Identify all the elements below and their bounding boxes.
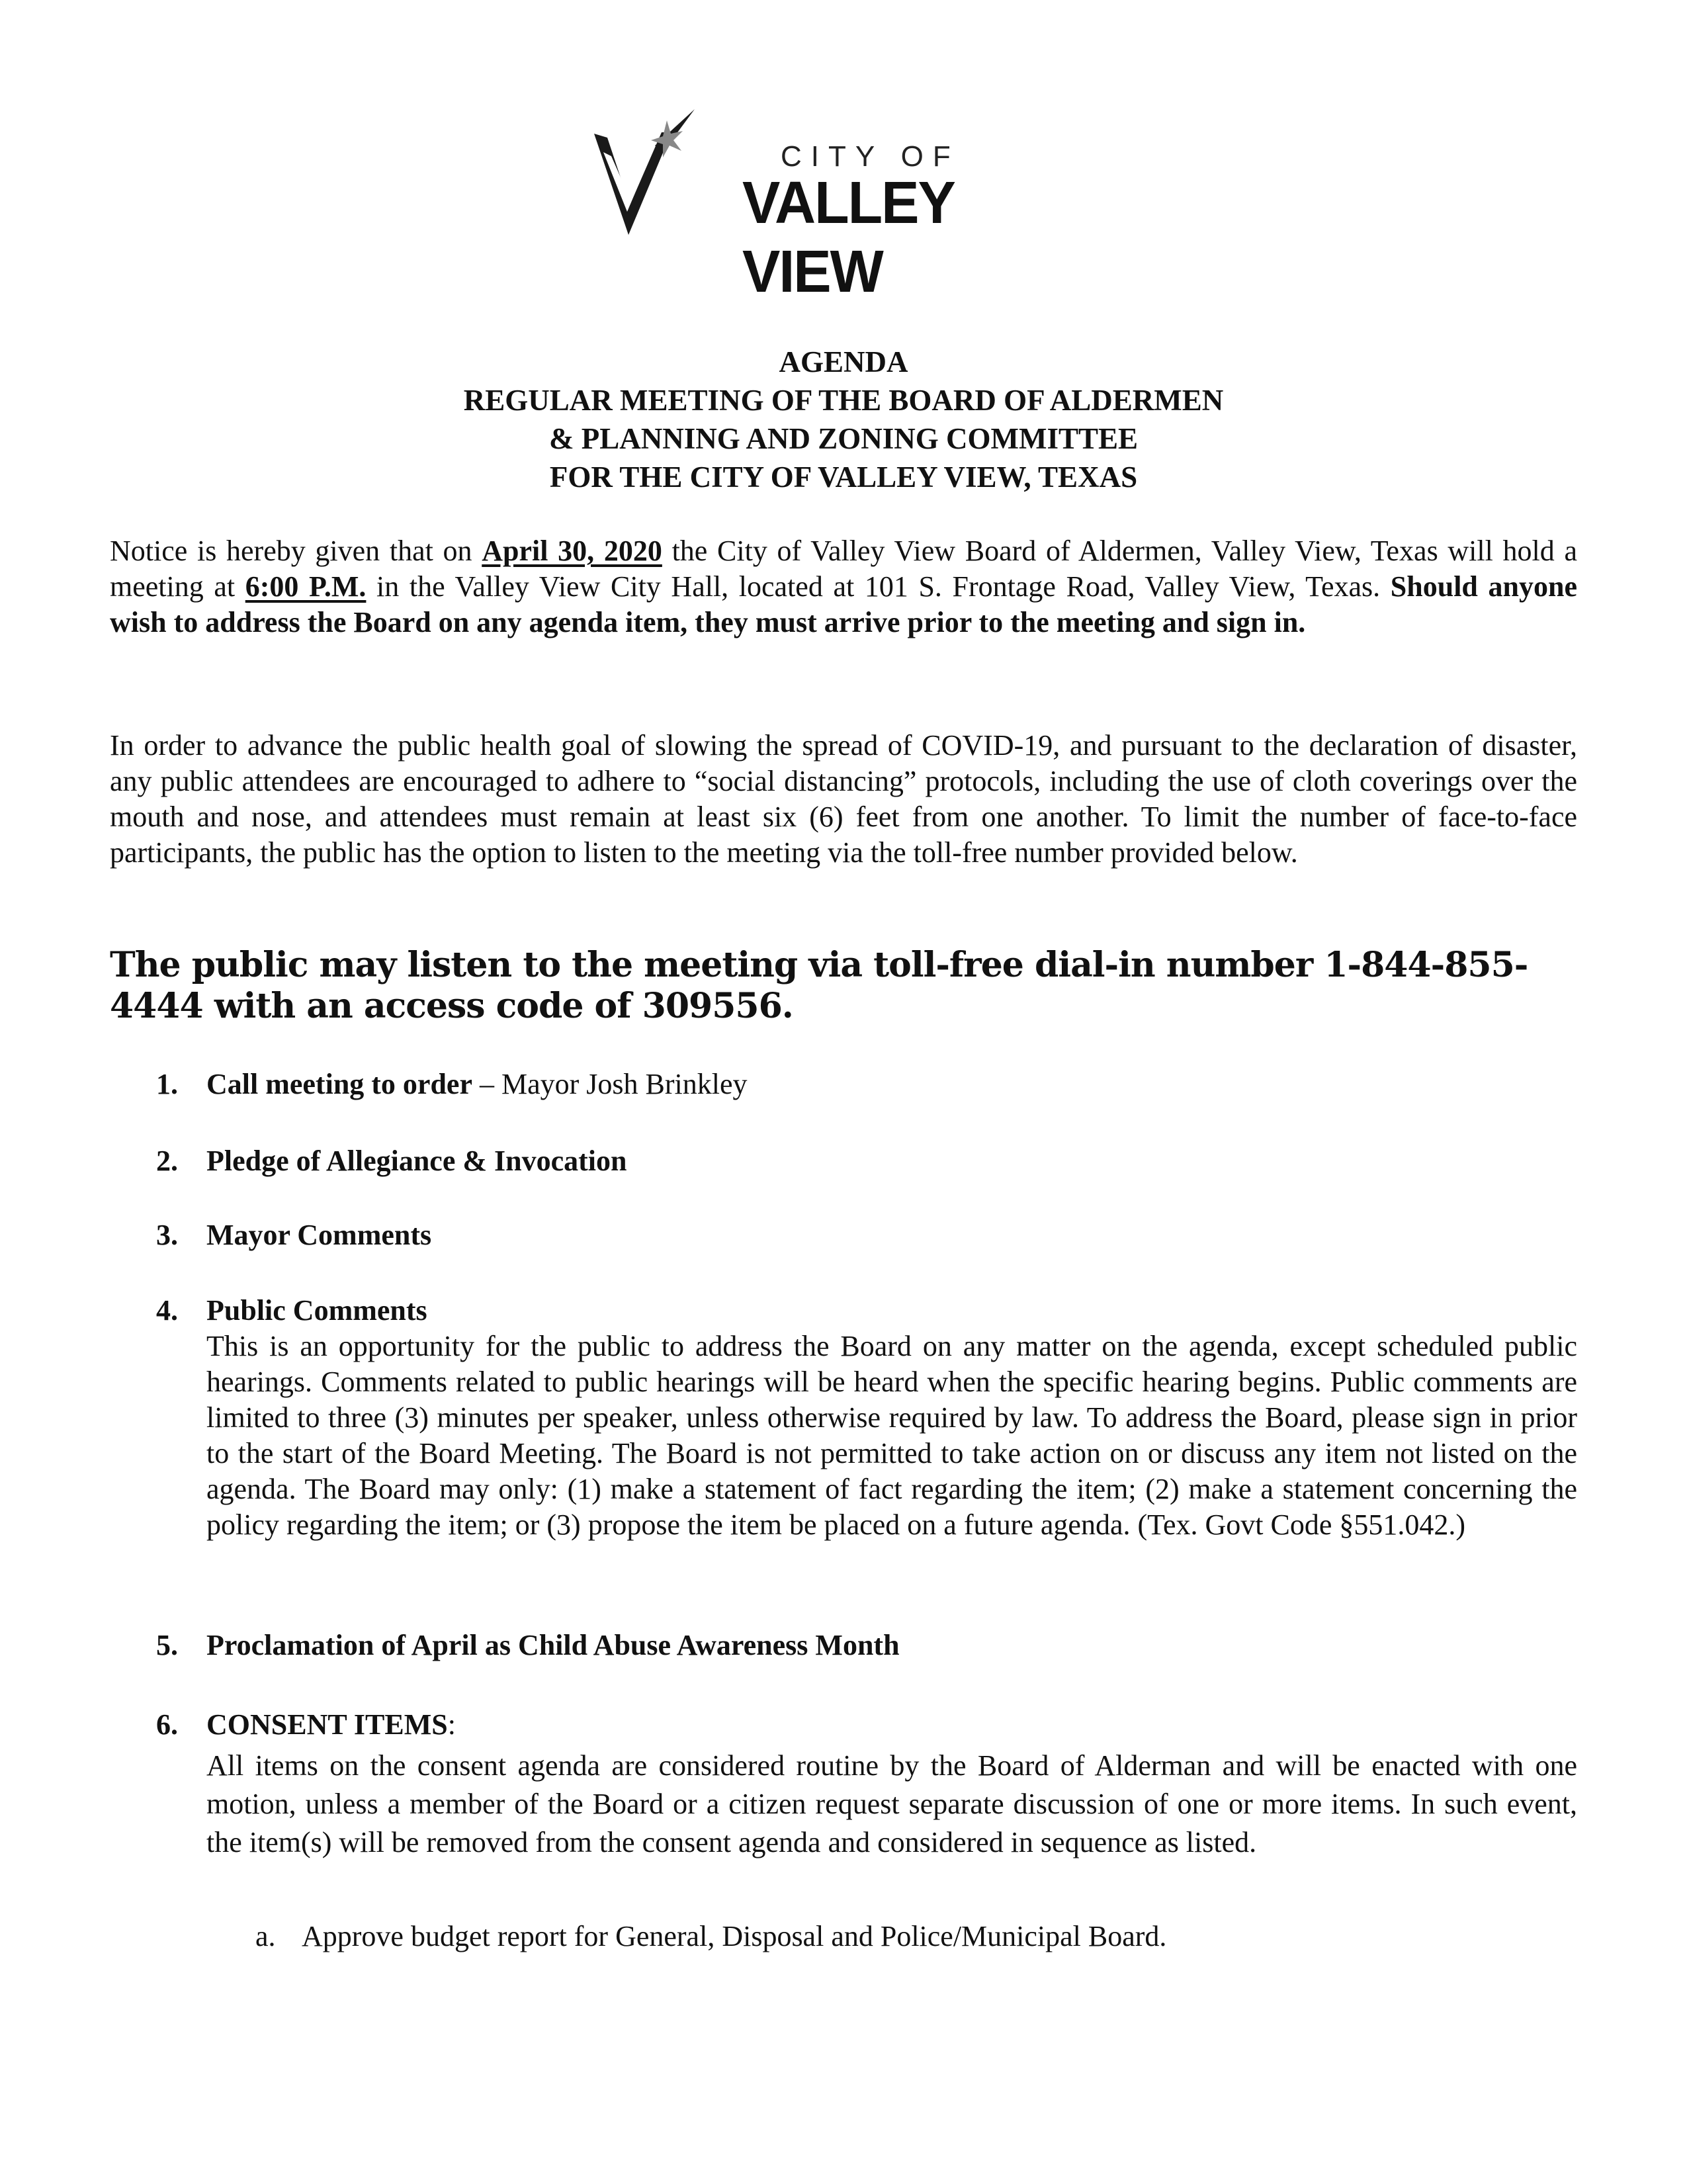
item-title: Pledge of Allegiance & Invocation <box>206 1145 627 1177</box>
dial-in-notice: The public may listen to the meeting via toll-free dial-in number 1-844-855-4444 with an access code of 309556. <box>110 945 1528 1026</box>
subitem-text: Approve budget report for General, Disposal and Police/Municipal Board. <box>302 1920 1167 1952</box>
meeting-time: 6:00 P.M. <box>245 570 367 603</box>
consent-items-body: All items on the consent agenda are considered routine by the Board of Alderman and will be enacted with one motion, unless a member of the Board or a citizen request separate discussion of one or more items. In such event, the item(s) will be removed from the consent agenda and considered in sequence as listed. <box>206 1749 1577 1858</box>
item-title: Mayor Comments <box>206 1219 432 1251</box>
city-logo <box>589 106 1012 305</box>
item-number: 3. <box>156 1219 178 1251</box>
notice-text: Notice is hereby given that on <box>110 535 482 567</box>
v-star-icon <box>589 106 721 245</box>
agenda-subtitle-2: & PLANNING AND ZONING COMMITTEE <box>548 422 1139 455</box>
item-title: Public Comments <box>206 1294 427 1327</box>
item-number: 4. <box>156 1294 178 1327</box>
agenda-title: AGENDA <box>779 345 908 378</box>
agenda-subtitle-1: REGULAR MEETING OF THE BOARD OF ALDERMEN <box>463 384 1224 417</box>
notice-text: in the Valley View City Hall, located at 101 S. Frontage Road, Valley View, Texas. <box>366 570 1391 603</box>
item-title-suffix: : <box>447 1708 456 1741</box>
item-title: Proclamation of April as Child Abuse Awareness Month <box>206 1629 900 1661</box>
sign-in-notice: Should anyone wish to address the Board on any agenda item, they must arrive prior to the meeting and sign in. <box>110 570 1578 638</box>
item-number: 1. <box>156 1068 178 1100</box>
logo-valley-view: VALLEY VIEW <box>742 169 954 305</box>
covid-paragraph: In order to advance the public health goal of slowing the spread of COVID-19, and pursuant to the declaration of disaster, any public attendees are encouraged to adhere to “social distancing” protocols, including the use of cloth coverings over the mouth and nose, and attendees must remain at least six (6) feet from one another. To limit the number of face-to-face participants, the public has the option to listen to the meeting via the toll-free number provided below. <box>110 729 1577 869</box>
notice-paragraph <box>110 533 1577 640</box>
consent-subitem-a <box>255 1919 1166 1954</box>
meeting-date: April 30, 2020 <box>482 535 662 567</box>
agenda-subtitle-3: FOR THE CITY OF VALLEY VIEW, TEXAS <box>549 460 1138 494</box>
subitem-letter: a. <box>255 1920 276 1952</box>
notice-text: the City of Valley View Board of Aldermen, Valley View, Texas will hold a meeting at <box>110 535 1577 603</box>
item-presenter: – Mayor Josh Brinkley <box>472 1068 748 1100</box>
item-number: 2. <box>156 1145 178 1177</box>
item-title: CONSENT ITEMS <box>206 1708 448 1741</box>
item-number: 6. <box>156 1708 178 1741</box>
public-comments-body: This is an opportunity for the public to address the Board on any matter on the agenda, except scheduled public hearings. Comments related to public hearings will be heard when the specific hearing begins. Public comments are limited to three (3) minutes per speaker, unless otherwise required by law. To address the Board, please sign in prior to the start of the Board Meeting. The Board is not permitted to take action on or discuss any item not listed on the agenda. The Board may only: (1) make a statement of fact regarding the item; (2) make a statement concerning the policy regarding the item; or (3) propose the item be placed on a future agenda. (Tex. Govt Code §551.042.) <box>206 1330 1577 1541</box>
item-title: Call meeting to order <box>206 1068 472 1100</box>
logo-city-of: CITY OF <box>781 140 960 173</box>
item-number: 5. <box>156 1629 178 1661</box>
